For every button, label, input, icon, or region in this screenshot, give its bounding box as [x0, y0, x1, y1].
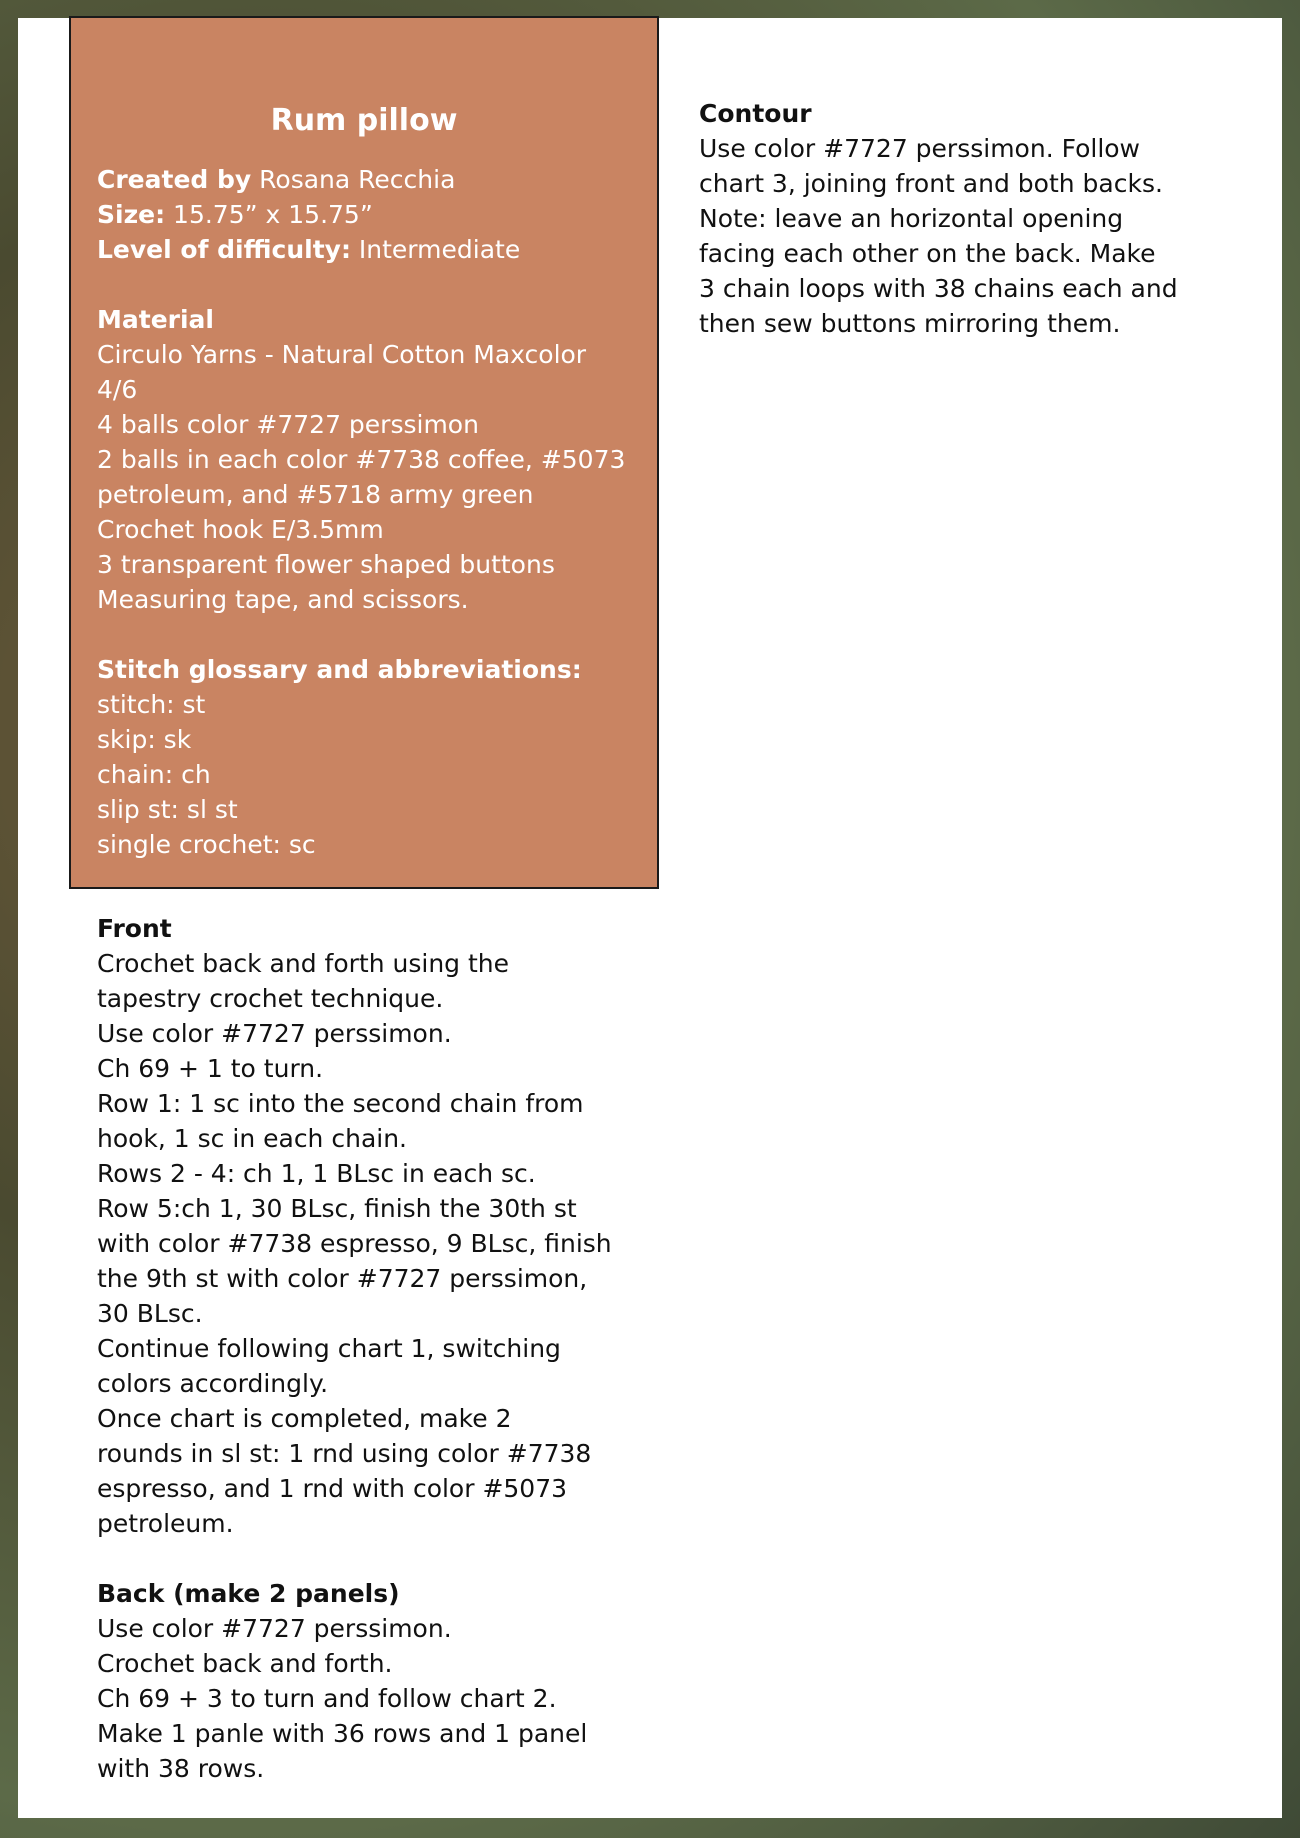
- glossary-heading: Stitch glossary and abbreviations:: [97, 655, 582, 684]
- material-line: 3 transparent flower shaped buttons: [97, 550, 555, 579]
- pattern-info-box: [69, 16, 659, 889]
- front-line: Row 1: 1 sc into the second chain from: [97, 1089, 584, 1118]
- front-line: 30 BLsc.: [97, 1299, 203, 1328]
- front-line: espresso, and 1 rnd with color #5073: [97, 1474, 568, 1503]
- material-heading: Material: [97, 305, 214, 334]
- back-heading: Back (make 2 panels): [97, 1579, 400, 1608]
- document-page: [18, 18, 1282, 1818]
- right-column: [699, 96, 1178, 341]
- size-line: [97, 197, 657, 232]
- glossary-line: slip st: sl st: [97, 795, 238, 824]
- created-by-value: Rosana Recchia: [259, 165, 456, 194]
- back-line: Use color #7727 perssimon.: [97, 1614, 452, 1643]
- contour-line: Note: leave an horizontal opening: [699, 204, 1124, 233]
- front-line: Rows 2 - 4: ch 1, 1 BLsc in each sc.: [97, 1159, 536, 1188]
- glossary-line: skip: sk: [97, 725, 192, 754]
- pattern-title: Rum pillow: [270, 103, 458, 138]
- back-line: Crochet back and forth.: [97, 1649, 393, 1678]
- material-line: petroleum, and #5718 army green: [97, 480, 534, 509]
- glossary-line: single crochet: sc: [97, 830, 316, 859]
- size-label: Size:: [97, 200, 166, 229]
- size-value: 15.75” x 15.75”: [173, 200, 373, 229]
- created-by-label: Created by: [97, 165, 252, 194]
- contour-line: chart 3, joining front and both backs.: [699, 169, 1163, 198]
- left-column: [97, 911, 612, 1786]
- glossary-line: stitch: st: [97, 690, 206, 719]
- front-line: hook, 1 sc in each chain.: [97, 1124, 407, 1153]
- material-line: 2 balls in each color #7738 coffee, #5073: [97, 445, 626, 474]
- front-line: Use color #7727 perssimon.: [97, 1019, 452, 1048]
- front-line: Ch 69 + 1 to turn.: [97, 1054, 324, 1083]
- front-line: Crochet back and forth using the: [97, 949, 510, 978]
- material-line: Circulo Yarns - Natural Cotton Maxcolor: [97, 340, 587, 369]
- front-line: petroleum.: [97, 1509, 234, 1538]
- front-line: colors accordingly.: [97, 1369, 329, 1398]
- back-line: Ch 69 + 3 to turn and follow chart 2.: [97, 1684, 557, 1713]
- contour-heading: Contour: [699, 99, 812, 128]
- contour-line: then sew buttons mirroring them.: [699, 309, 1121, 338]
- front-line: Row 5:ch 1, 30 BLsc, finish the 30th st: [97, 1194, 577, 1223]
- front-line: tapestry crochet technique.: [97, 984, 444, 1013]
- front-line: with color #7738 espresso, 9 BLsc, finish: [97, 1229, 612, 1258]
- material-line: Crochet hook E/3.5mm: [97, 515, 384, 544]
- front-line: rounds in sl st: 1 rnd using color #7738: [97, 1439, 592, 1468]
- difficulty-value: Intermediate: [358, 235, 521, 264]
- front-line: Once chart is completed, make 2: [97, 1404, 512, 1433]
- created-by-line: [97, 162, 657, 197]
- contour-line: Use color #7727 perssimon. Follow: [699, 134, 1141, 163]
- front-line: Continue following chart 1, switching: [97, 1334, 561, 1363]
- pattern-meta: [97, 162, 657, 862]
- difficulty-line: [97, 232, 657, 267]
- material-line: 4 balls color #7727 perssimon: [97, 410, 479, 439]
- difficulty-label: Level of difficulty:: [97, 235, 351, 264]
- back-line: with 38 rows.: [97, 1754, 265, 1783]
- contour-line: 3 chain loops with 38 chains each and: [699, 274, 1178, 303]
- back-line: Make 1 panle with 36 rows and 1 panel: [97, 1719, 588, 1748]
- glossary-line: chain: ch: [97, 760, 211, 789]
- front-line: the 9th st with color #7727 perssimon,: [97, 1264, 588, 1293]
- material-line: 4/6: [97, 375, 138, 404]
- front-heading: Front: [97, 914, 172, 943]
- material-line: Measuring tape, and scissors.: [97, 585, 469, 614]
- contour-line: facing each other on the back. Make: [699, 239, 1156, 268]
